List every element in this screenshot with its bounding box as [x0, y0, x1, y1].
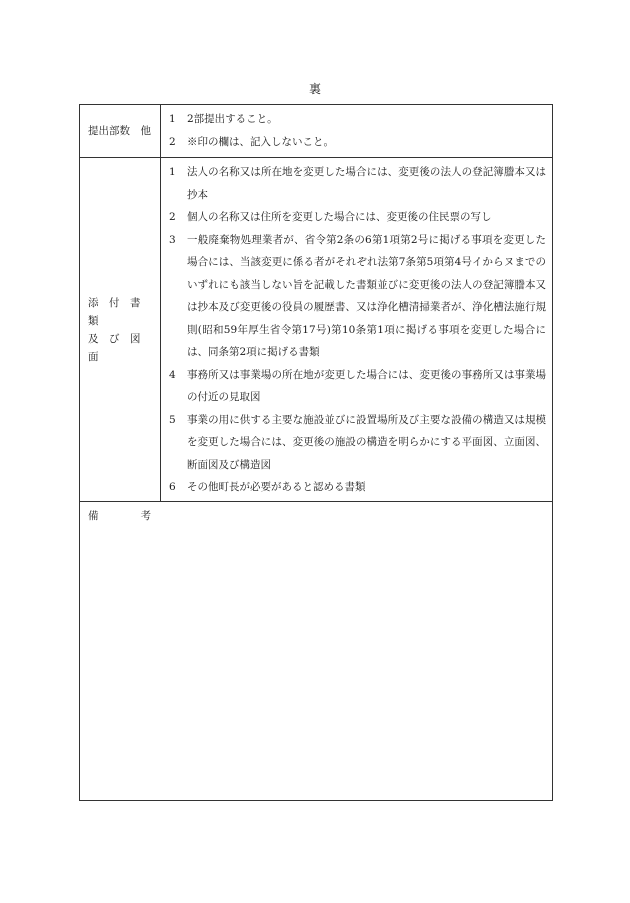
item-number: 3 [169, 233, 176, 246]
attachments-label-line2: 及 び 図 面 [88, 332, 151, 363]
attachment-item [169, 409, 546, 477]
item-text: ※印の欄は、記入しないこと。 [187, 135, 334, 148]
item-number: 6 [169, 481, 176, 493]
submission-label-cell [80, 105, 161, 158]
item-text: 一般廃棄物処理業者が、省令第2条の6第1項第2号に掲げる事項を変更した場合には、当該変更に係る者がそれぞれ法第7条第5項第4号イからヌまでのいずれにも該当しない旨を記載した書類並びに変更後の法人の登記簿謄本又は抄本及び変更後の役員の履歴書、又は浄化槽清掃業者が、浄化槽法施行規則(昭和59年厚生省令第17号)第10条第1項に掲げる事項を変更した場合には、同条第2項に掲げる書類 [187, 233, 546, 358]
submission-item [169, 131, 546, 154]
page-heading: 裏 [308, 82, 321, 96]
attachment-item [169, 229, 546, 364]
attachment-item [169, 206, 546, 229]
attachment-item [169, 476, 546, 499]
item-number: 2 [169, 211, 176, 223]
remarks-label: 備 考 [88, 510, 151, 522]
item-text: その他町長が必要があると認める書類 [187, 481, 366, 493]
item-text: 個人の名称又は住所を変更した場合には、変更後の住民票の写し [187, 211, 492, 223]
item-number: 4 [169, 368, 176, 381]
item-number: 5 [169, 413, 176, 426]
submission-item [169, 108, 546, 131]
attachments-label [80, 294, 160, 366]
form-table [79, 104, 553, 801]
attachments-label-cell [80, 158, 161, 502]
item-text: 法人の名称又は所在地を変更した場合には、変更後の法人の登記簿謄本又は抄本 [187, 166, 546, 201]
remarks-cell[interactable] [80, 502, 553, 801]
submission-label: 提出部数 他 [88, 125, 151, 137]
attachment-item [169, 364, 546, 409]
item-number: 1 [169, 166, 176, 178]
item-text: 事業の用に供する主要な施設並びに設置場所及び主要な設備の構造又は規模を変更した場合には、変更後の施設の構造を明らかにする平面図、立面図、断面図及び構造図 [187, 413, 546, 471]
item-number: 1 [169, 113, 176, 125]
submission-content-cell [161, 105, 553, 158]
remarks-row [80, 502, 553, 801]
item-text: 2部提出すること。 [187, 113, 278, 125]
submission-row [80, 105, 553, 158]
item-text: 事務所又は事業場の所在地が変更した場合には、変更後の事務所又は事業場の付近の見取図 [187, 368, 546, 403]
attachments-content-cell [161, 158, 553, 502]
item-number: 2 [169, 135, 176, 148]
attachments-label-line1: 添 付 書 類 [88, 296, 151, 327]
attachments-row [80, 158, 553, 502]
attachment-item [169, 161, 546, 206]
